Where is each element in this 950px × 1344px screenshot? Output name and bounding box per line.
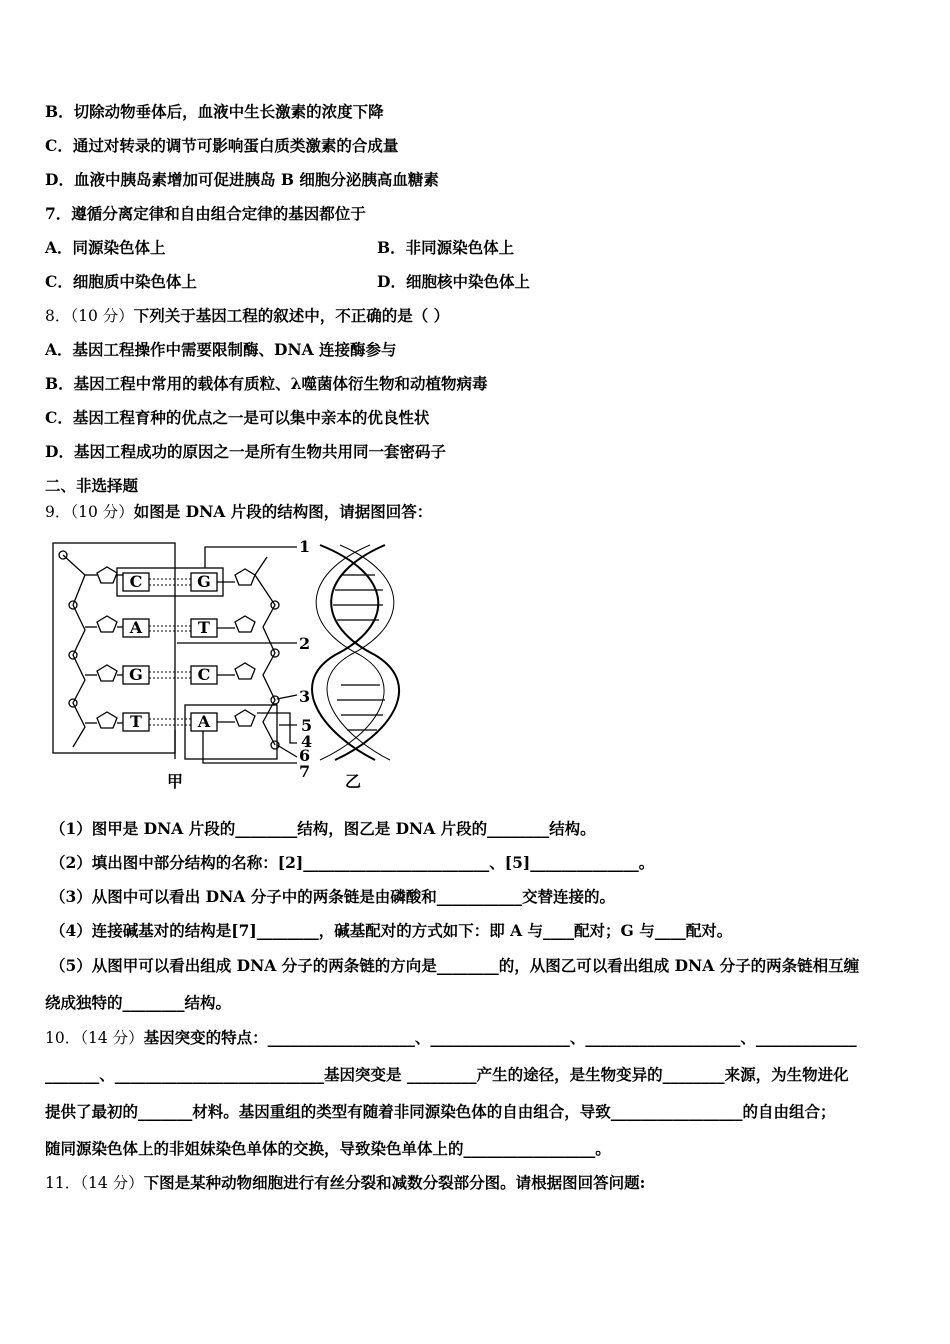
base-right-3: C bbox=[197, 665, 211, 684]
label-1: 1 bbox=[299, 537, 311, 556]
sugar-right-4 bbox=[235, 710, 255, 726]
helix-strand-1-inner bbox=[327, 545, 394, 760]
question-10-score: （14 分） bbox=[80, 1029, 144, 1047]
option-7d: D．细胞核中染色体上 bbox=[377, 272, 530, 291]
dna-structure-figure bbox=[45, 535, 455, 800]
question-8-score: （10 分） bbox=[70, 307, 134, 325]
question-10-number: 10． bbox=[45, 1029, 81, 1047]
question-9-text: 如图是 DNA 片段的结构图，请据图回答： bbox=[133, 502, 433, 521]
question-9-number: 9． bbox=[45, 503, 71, 521]
label-7: 7 bbox=[299, 762, 311, 781]
question-9-part-3: （3）从图中可以看出 DNA 分子中的两条链是由磷酸和___________交替连接的。 bbox=[50, 887, 615, 906]
helix-strand-2-inner bbox=[316, 545, 384, 760]
question-9-part-5b: 绕成独特的________结构。 bbox=[45, 993, 232, 1012]
question-11-text: 下图是某种动物细胞进行有丝分裂和减数分裂部分图。请根据图回答问题: bbox=[143, 1173, 646, 1192]
caption-yi: 乙 bbox=[345, 772, 362, 791]
question-9-part-1: （1）图甲是 DNA 片段的________结构，图乙是 DNA 片段的________结构。 bbox=[50, 819, 596, 838]
question-7: 7．遵循分离定律和自由组合定律的基因都位于 bbox=[45, 204, 366, 223]
base-left-2: A bbox=[129, 618, 143, 637]
question-11 bbox=[45, 1173, 645, 1193]
option-8a: A．基因工程操作中需要限制酶、DNA 连接酶参与 bbox=[45, 340, 397, 359]
option-7a: A．同源染色体上 bbox=[45, 238, 166, 257]
question-9-part-4: （4）连接碱基对的结构是[7]________，碱基配对的方式如下：即 A 与____配对；G 与____配对。 bbox=[50, 921, 733, 940]
leader-1 bbox=[205, 547, 297, 568]
section-heading: 二、非选择题 bbox=[45, 476, 139, 495]
leader-7 bbox=[203, 731, 297, 763]
question-9 bbox=[45, 502, 432, 522]
question-10-line-3: 提供了最初的_______材料。基因重组的类型有随着非同源染色体的自由组合，导致_________________的自由组合； bbox=[45, 1102, 836, 1121]
option-8b: B．基因工程中常用的载体有质粒、λ噬菌体衍生物和动植物病毒 bbox=[45, 374, 488, 393]
question-10-line-4: 随同源染色体上的非姐妹染色单体的交换，导致染色单体上的_________________。 bbox=[45, 1139, 611, 1158]
base-left-3: G bbox=[129, 665, 143, 684]
question-10-line-1 bbox=[45, 1028, 857, 1048]
question-8-text: 下列关于基因工程的叙述中，不正确的是（ ） bbox=[133, 306, 450, 325]
label-4: 4 bbox=[301, 732, 313, 751]
base-left-1: C bbox=[129, 572, 143, 591]
option-8c: C．基因工程育种的优点之一是可以集中亲本的优良性状 bbox=[45, 408, 430, 427]
question-10-line-2: _______、___________________________基因突变是 _________产生的途径，是生物变异的________来源，为生物进化 bbox=[45, 1065, 849, 1084]
left-strand-frame bbox=[53, 543, 175, 753]
caption-jia: 甲 bbox=[167, 772, 184, 791]
sugar-left-4 bbox=[97, 712, 117, 728]
option-6b: B．切除动物垂体后，血液中生长激素的浓度下降 bbox=[45, 102, 384, 121]
question-9-score: （10 分） bbox=[70, 503, 134, 521]
base-right-1: G bbox=[197, 572, 211, 591]
option-6c: C．通过对转录的调节可影响蛋白质类激素的合成量 bbox=[45, 136, 399, 155]
sugar-right-3 bbox=[235, 663, 255, 679]
base-right-2: T bbox=[198, 618, 210, 637]
option-7b: B．非同源染色体上 bbox=[377, 238, 515, 257]
sugar-left-3 bbox=[97, 665, 117, 681]
dna-diagram bbox=[45, 535, 455, 800]
question-11-score: （14 分） bbox=[80, 1174, 144, 1192]
question-10-text-a: 基因突变的特点：___________________、__________________、____________________、_____________ bbox=[143, 1028, 857, 1047]
label-5: 5 bbox=[301, 716, 313, 735]
label-6: 6 bbox=[299, 746, 311, 765]
option-6d: D．血液中胰岛素增加可促进胰岛 B 细胞分泌胰高血糖素 bbox=[45, 170, 439, 189]
question-11-number: 11． bbox=[45, 1174, 81, 1192]
question-8 bbox=[45, 306, 449, 326]
sugar-left-2 bbox=[97, 616, 117, 632]
hydrogen-bonds bbox=[149, 579, 191, 725]
option-7c: C．细胞质中染色体上 bbox=[45, 272, 197, 291]
label-3: 3 bbox=[299, 687, 311, 706]
base-right-4: A bbox=[197, 712, 211, 731]
question-9-part-5a: （5）从图甲可以看出组成 DNA 分子的两条链的方向是________的，从图乙可以看出组成 DNA 分子的两条链相互缠 bbox=[50, 956, 860, 975]
question-8-number: 8． bbox=[45, 307, 71, 325]
sugar-left-1 bbox=[97, 567, 117, 583]
option-8d: D．基因工程成功的原因之一是所有生物共用同一套密码子 bbox=[45, 442, 446, 461]
question-9-part-2: （2）填出图中部分结构的名称：[2]________________________、[5]______________。 bbox=[50, 853, 655, 872]
base-left-4: T bbox=[130, 712, 142, 731]
sugar-right-1 bbox=[235, 569, 255, 585]
sugar-right-2 bbox=[235, 616, 255, 632]
leader-6 bbox=[277, 745, 297, 757]
label-2: 2 bbox=[299, 634, 311, 653]
leader-3 bbox=[277, 695, 297, 699]
